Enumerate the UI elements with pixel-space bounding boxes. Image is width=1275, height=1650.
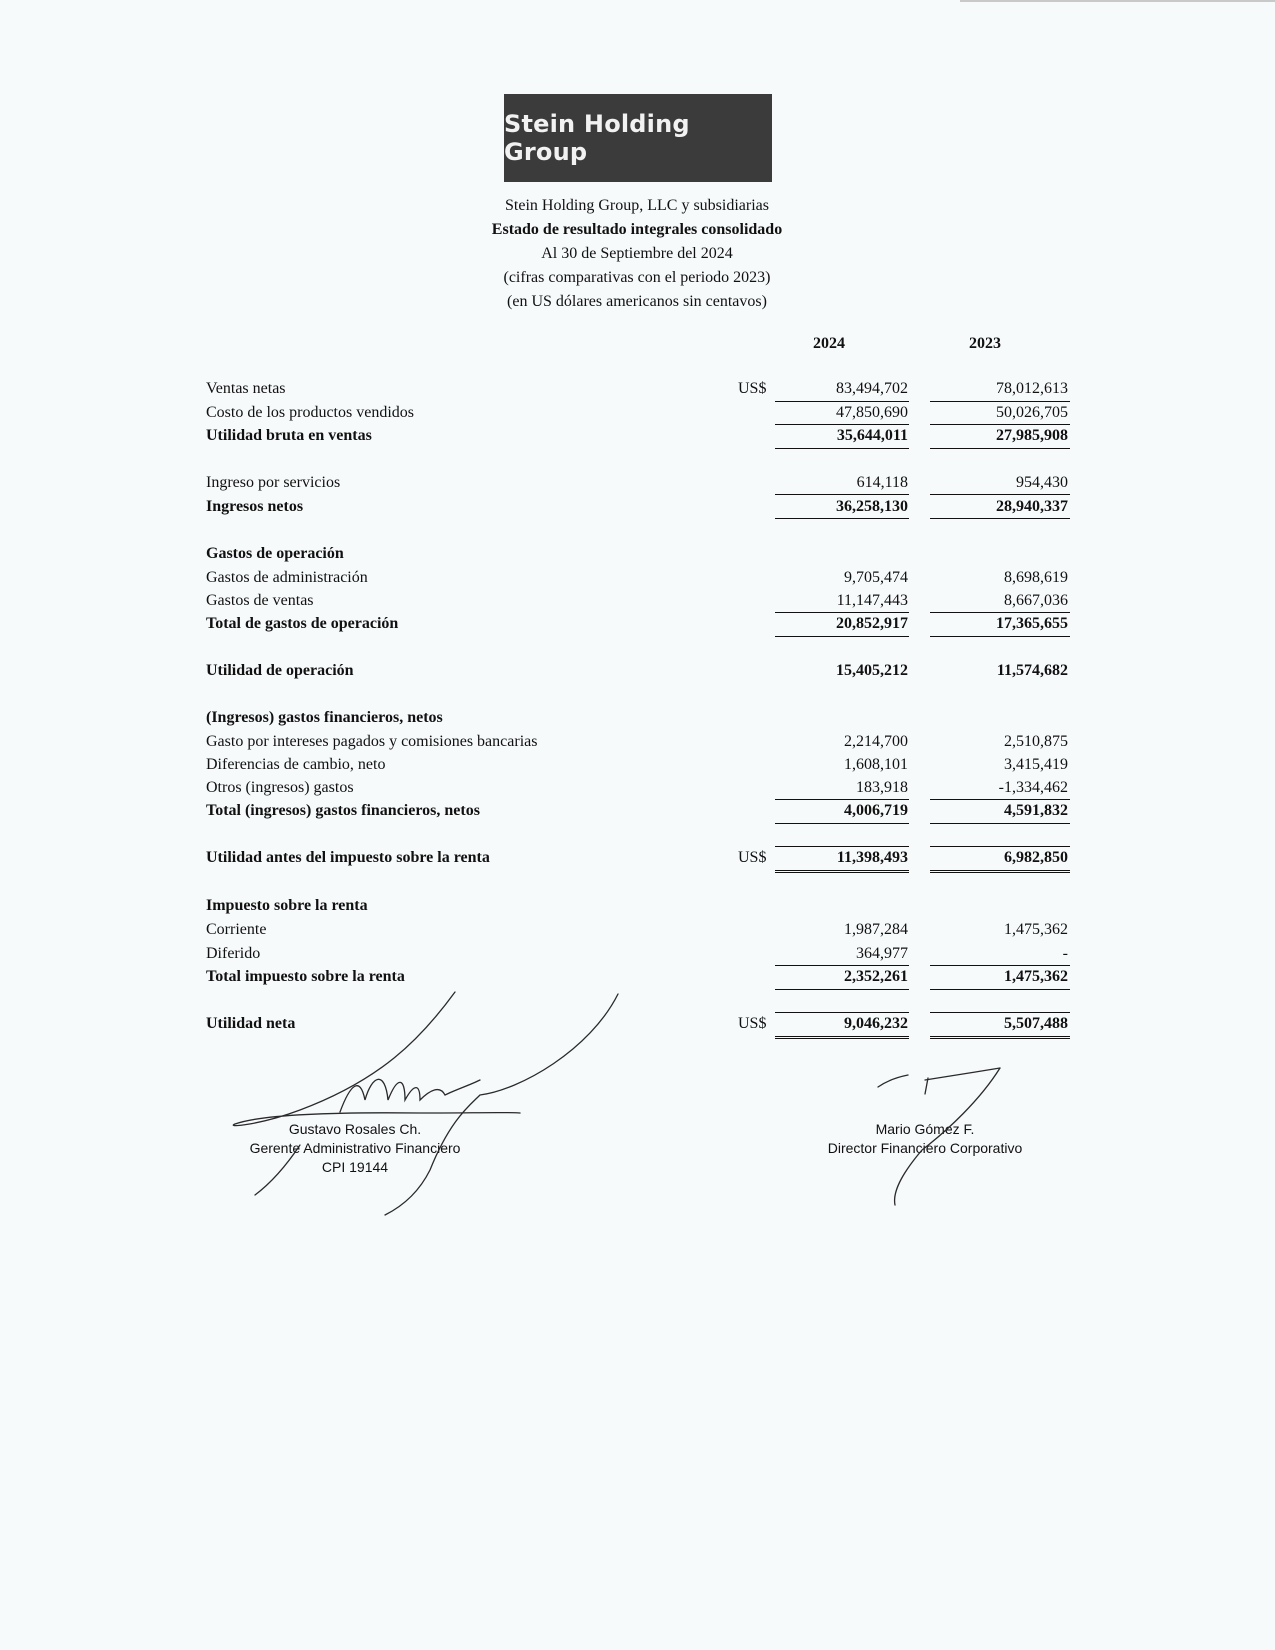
row-label: Ingreso por servicios [206,474,341,491]
value-2023: 1,475,362 [1004,921,1068,938]
value-2024: 15,405,212 [836,662,908,679]
row-label: Corriente [206,921,267,938]
currency-mark: US$ [738,849,767,866]
value-2024: 364,977 [856,945,908,962]
value-2024: 1,608,101 [844,756,908,773]
row-label: Utilidad bruta en ventas [206,427,372,444]
value-2024: 1,987,284 [844,921,908,938]
value-2024: 83,494,702 [836,380,908,397]
currency-note: (en US dólares americanos sin centavos) [507,293,767,310]
value-2024: 614,118 [856,474,908,491]
row-label: Gastos de administración [206,569,368,586]
section-heading: Impuesto sobre la renta [206,897,368,914]
value-2023: 8,698,619 [1004,569,1068,586]
signatory-name: Gustavo Rosales Ch. [288,1121,422,1137]
statement-title: Estado de resultado integrales consolidado [491,221,783,238]
row-label: Utilidad de operación [206,662,354,679]
row-label: Total impuesto sobre la renta [206,968,405,985]
value-2023: 4,591,832 [1004,802,1068,819]
comparative-note: (cifras comparativas con el periodo 2023) [503,269,771,286]
company-name: Stein Holding Group, LLC y subsidiarias [505,197,769,214]
right-signature-stroke [878,1075,908,1087]
row-label: Gasto por intereses pagados y comisiones bancarias [206,733,538,750]
value-2024: 4,006,719 [844,802,908,819]
currency-mark: US$ [738,1015,767,1032]
signatory-role: Gerente Administrativo Financiero [249,1140,461,1156]
row-label: Utilidad neta [206,1015,296,1032]
value-2024: 20,852,917 [836,615,908,632]
value-2024: 47,850,690 [836,404,908,421]
row-label: Ingresos netos [206,498,304,515]
left-signature-stroke [385,994,618,1215]
left-signature-stroke [255,1145,300,1195]
row-label: Diferencias de cambio, neto [206,756,386,773]
right-signature-stroke [895,1068,1000,1205]
value-2024: 35,644,011 [836,427,908,444]
row-label: Ventas netas [206,380,286,397]
value-2023: 78,012,613 [996,380,1068,397]
value-2024: 11,147,443 [836,592,908,609]
row-label: Otros (ingresos) gastos [206,779,354,796]
value-2024: 2,352,261 [844,968,908,985]
value-2023: 8,667,036 [1004,592,1068,609]
section-heading: (Ingresos) gastos financieros, netos [206,709,443,726]
value-2023: 5,507,488 [1004,1015,1068,1032]
value-2024: 183,918 [856,779,908,796]
statement-date: Al 30 de Septiembre del 2024 [541,245,733,262]
value-2023: 954,430 [1016,474,1068,491]
value-2023: - [1062,945,1068,962]
value-2023: 2,510,875 [1004,733,1068,750]
currency-mark: US$ [738,380,767,397]
logo-text: Stein Holding Group [504,110,690,166]
value-2024: 9,705,474 [844,569,908,586]
section-heading: Gastos de operación [206,545,344,562]
left-signature-stroke [340,1079,480,1112]
value-2023: 11,574,682 [996,662,1068,679]
signatory-role: Director Financiero Corporativo [827,1140,1023,1156]
row-label: Gastos de ventas [206,592,314,609]
value-2024: 2,214,700 [844,733,908,750]
value-2024: 36,258,130 [836,498,908,515]
row-label: Total de gastos de operación [206,615,399,632]
value-2023: 6,982,850 [1004,849,1068,866]
value-2023: 27,985,908 [996,427,1068,444]
signatory-name: Mario Gómez F. [875,1121,975,1137]
value-2023: 17,365,655 [996,615,1068,632]
value-2023: 1,475,362 [1004,968,1068,985]
value-2024: 11,398,493 [836,849,908,866]
left-signature-stroke [233,992,520,1126]
row-label: Costo de los productos vendidos [206,404,414,421]
row-label: Diferido [206,945,261,962]
column-header-2023: 2023 [969,335,1001,352]
column-header-2024: 2024 [813,335,845,352]
value-2024: 9,046,232 [844,1015,908,1032]
row-label: Total (ingresos) gastos financieros, netos [206,802,480,819]
value-2023: 50,026,705 [996,404,1068,421]
value-2023: -1,334,462 [998,779,1068,796]
row-label: Utilidad antes del impuesto sobre la renta [206,849,490,866]
signatory-id: CPI 19144 [321,1159,389,1175]
value-2023: 3,415,419 [1004,756,1068,773]
value-2023: 28,940,337 [996,498,1068,515]
right-signature-stroke [925,1068,1000,1080]
